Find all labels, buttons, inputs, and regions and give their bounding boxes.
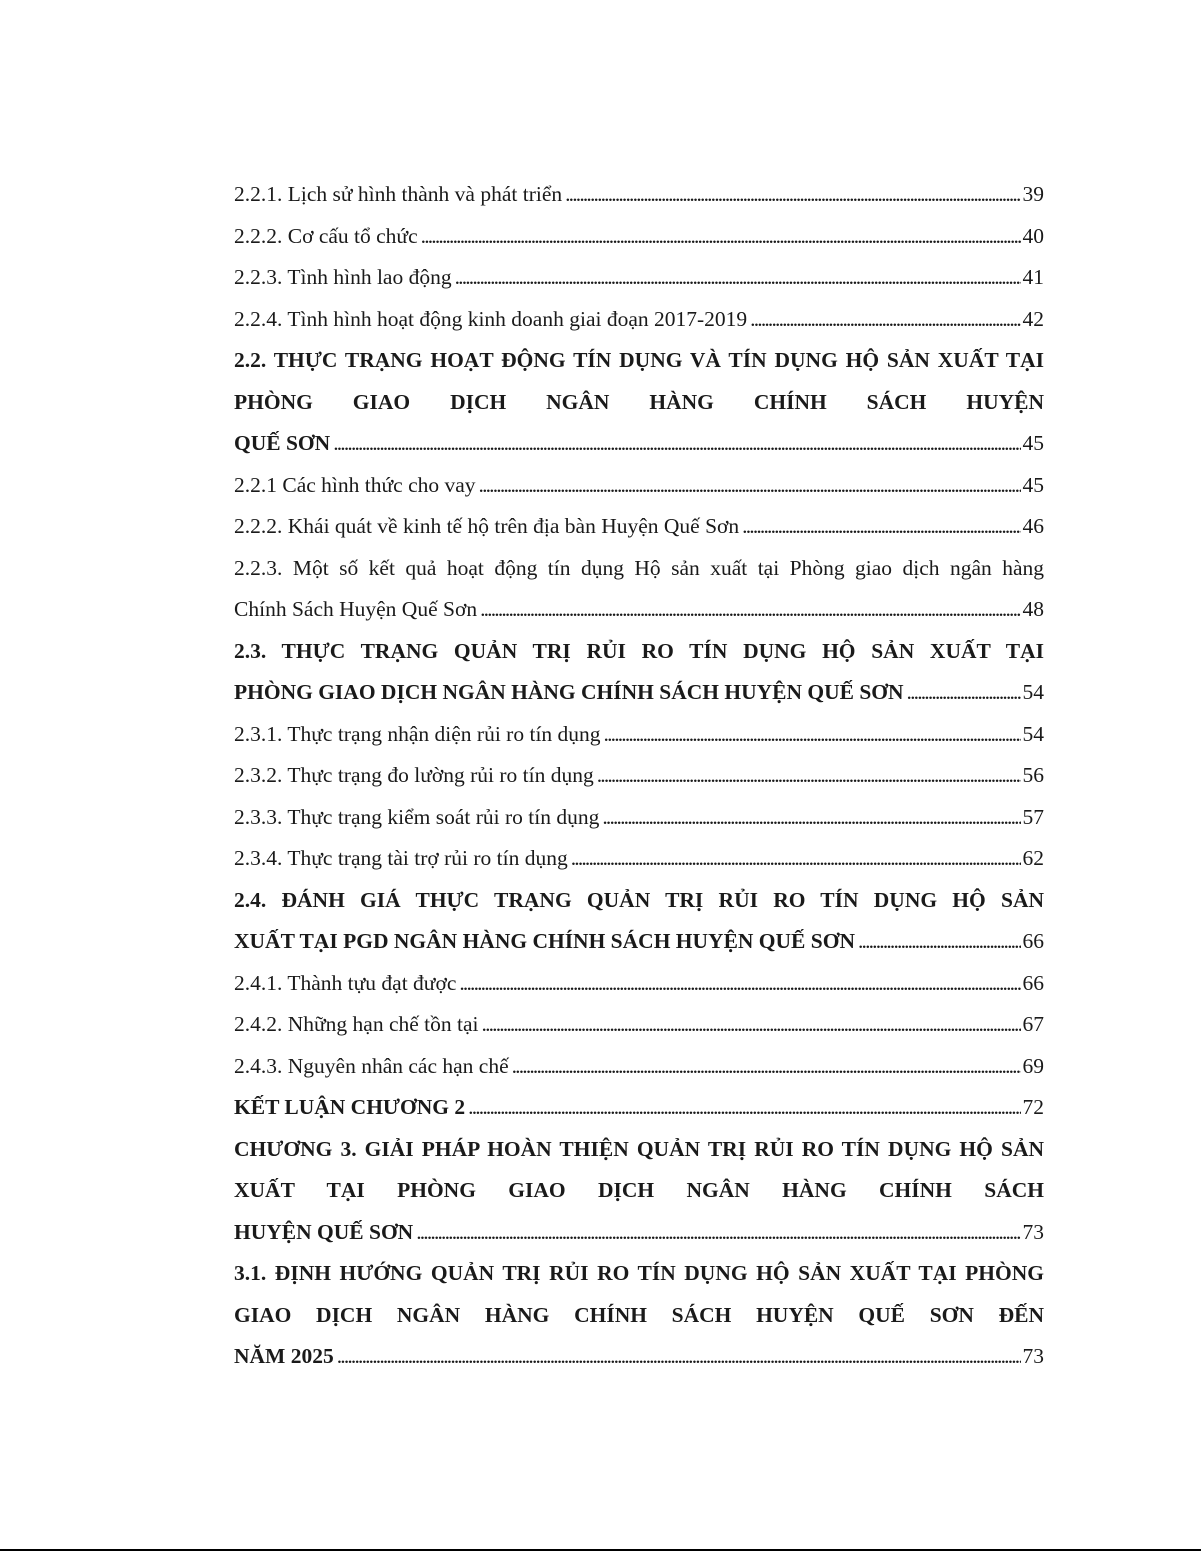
toc-entry[interactable] bbox=[234, 755, 1044, 797]
toc-entry[interactable] bbox=[234, 714, 1044, 756]
toc-entry-page-number: 54 bbox=[1022, 680, 1044, 704]
toc-entry[interactable] bbox=[234, 1046, 1044, 1088]
toc-entry-page-number: 46 bbox=[1022, 514, 1044, 538]
toc-entry-line bbox=[234, 921, 1044, 963]
toc-entry-page-number: 45 bbox=[1022, 431, 1044, 455]
toc-entry[interactable] bbox=[234, 506, 1044, 548]
toc-entry-title-lead: CHƯƠNG 3. GIẢI PHÁP HOÀN THIỆN QUẢN TRỊ RỦI RO TÍN DỤNG HỘ SẢN XUẤT TẠI PHÒNG GIAO DỊCH NGÂN HÀNG CHÍNH SÁCH bbox=[234, 1136, 1044, 1202]
toc-entry-title: PHÒNG GIAO DỊCH NGÂN HÀNG CHÍNH SÁCH HUYỆN QUẾ SƠN bbox=[234, 680, 904, 704]
dot-leader bbox=[330, 423, 1020, 465]
table-of-contents bbox=[234, 174, 1044, 1378]
toc-entry-line bbox=[234, 1336, 1044, 1378]
toc-entry-line bbox=[234, 1087, 1044, 1129]
dot-leader bbox=[479, 1004, 1021, 1046]
toc-entry-page-number: 57 bbox=[1022, 804, 1044, 829]
toc-entry-line bbox=[234, 1046, 1044, 1088]
toc-entry-title-lead: 2.2.3. Một số kết quả hoạt động tín dụng Hộ sản xuất tại Phòng giao dịch ngân hàng bbox=[234, 555, 1044, 580]
toc-entry[interactable] bbox=[234, 257, 1044, 299]
dot-leader bbox=[562, 174, 1020, 216]
dot-leader bbox=[476, 465, 1021, 507]
toc-entry[interactable] bbox=[234, 299, 1044, 341]
toc-entry[interactable] bbox=[234, 174, 1044, 216]
toc-entry-page-number: 67 bbox=[1022, 1012, 1044, 1036]
toc-entry-line bbox=[234, 299, 1044, 341]
toc-entry-title: NĂM 2025 bbox=[234, 1344, 334, 1368]
toc-entry-page-number: 73 bbox=[1022, 1344, 1044, 1368]
toc-entry-title: 2.2.1 Các hình thức cho vay bbox=[234, 472, 476, 497]
toc-entry-title-lead: 2.4. ĐÁNH GIÁ THỰC TRẠNG QUẢN TRỊ RỦI RO TÍN DỤNG HỘ SẢN bbox=[234, 887, 1044, 912]
toc-entry-line bbox=[234, 216, 1044, 258]
toc-entry-title: 2.3.2. Thực trạng đo lường rủi ro tín dụng bbox=[234, 763, 594, 787]
toc-list bbox=[234, 174, 1044, 1378]
toc-entry-title: 2.2.1. Lịch sử hình thành và phát triển bbox=[234, 182, 563, 206]
page-bottom-rule bbox=[0, 1549, 1201, 1551]
toc-entry-line bbox=[234, 797, 1044, 839]
dot-leader bbox=[855, 921, 1021, 963]
toc-entry-title: KẾT LUẬN CHƯƠNG 2 bbox=[234, 1095, 466, 1119]
toc-entry-page-number: 62 bbox=[1022, 846, 1044, 870]
dot-leader bbox=[413, 1212, 1020, 1254]
toc-entry-line bbox=[234, 672, 1044, 714]
dot-leader bbox=[456, 963, 1020, 1005]
toc-entry-title: 2.3.3. Thực trạng kiểm soát rủi ro tín dụng bbox=[234, 804, 600, 829]
toc-entry[interactable] bbox=[234, 797, 1044, 839]
toc-entry-line bbox=[234, 506, 1044, 548]
toc-entry[interactable] bbox=[234, 1129, 1044, 1254]
dot-leader bbox=[568, 838, 1021, 880]
toc-entry-title: 2.4.2. Những hạn chế tồn tại bbox=[234, 1012, 479, 1036]
toc-entry[interactable] bbox=[234, 1004, 1044, 1046]
toc-entry-title: 2.2.2. Khái quát về kinh tế hộ trên địa bàn Huyện Quế Sơn bbox=[234, 514, 740, 538]
toc-entry[interactable] bbox=[234, 631, 1044, 714]
toc-entry-title-lead: 3.1. ĐỊNH HƯỚNG QUẢN TRỊ RỦI RO TÍN DỤNG HỘ SẢN XUẤT TẠI PHÒNG GIAO DỊCH NGÂN HÀNG CHÍNH SÁCH HUYỆN QUẾ SƠN ĐẾN bbox=[234, 1261, 1044, 1327]
toc-entry-page-number: 40 bbox=[1022, 223, 1044, 248]
toc-entry-line bbox=[234, 174, 1044, 216]
dot-leader bbox=[465, 1087, 1020, 1129]
toc-entry-title: Chính Sách Huyện Quế Sơn bbox=[234, 597, 478, 621]
dot-leader bbox=[418, 216, 1021, 258]
dot-leader bbox=[477, 589, 1020, 631]
dot-leader bbox=[904, 672, 1021, 714]
toc-entry-line bbox=[234, 589, 1044, 631]
dot-leader bbox=[334, 1336, 1021, 1378]
toc-entry[interactable] bbox=[234, 963, 1044, 1005]
toc-entry[interactable] bbox=[234, 1253, 1044, 1378]
toc-entry-page-number: 66 bbox=[1022, 929, 1044, 953]
dot-leader bbox=[601, 714, 1021, 756]
toc-entry[interactable] bbox=[234, 548, 1044, 631]
toc-entry-title: 2.3.4. Thực trạng tài trợ rủi ro tín dụng bbox=[234, 846, 568, 870]
toc-entry-title-lead: 2.2. THỰC TRẠNG HOẠT ĐỘNG TÍN DỤNG VÀ TÍN DỤNG HỘ SẢN XUẤT TẠI PHÒNG GIAO DỊCH NGÂN HÀNG CHÍNH SÁCH HUYỆN bbox=[234, 348, 1044, 414]
toc-entry-line bbox=[234, 465, 1044, 507]
toc-entry-page-number: 48 bbox=[1022, 597, 1044, 621]
toc-entry-page-number: 69 bbox=[1022, 1053, 1044, 1078]
toc-entry-page-number: 54 bbox=[1022, 721, 1044, 746]
toc-entry-title: 2.3.1. Thực trạng nhận diện rủi ro tín dụng bbox=[234, 721, 601, 746]
toc-entry-page-number: 72 bbox=[1022, 1095, 1044, 1119]
toc-entry-page-number: 41 bbox=[1022, 265, 1044, 289]
toc-entry-line bbox=[234, 257, 1044, 299]
toc-entry-title: HUYỆN QUẾ SƠN bbox=[234, 1219, 414, 1244]
dot-leader bbox=[594, 755, 1021, 797]
toc-entry[interactable] bbox=[234, 880, 1044, 963]
dot-leader bbox=[747, 299, 1020, 341]
toc-entry-title-lead: 2.3. THỰC TRẠNG QUẢN TRỊ RỦI RO TÍN DỤNG HỘ SẢN XUẤT TẠI bbox=[234, 638, 1044, 663]
toc-entry[interactable] bbox=[234, 1087, 1044, 1129]
dot-leader bbox=[599, 797, 1020, 839]
toc-entry-page-number: 73 bbox=[1022, 1219, 1044, 1244]
toc-entry-title: 2.2.3. Tình hình lao động bbox=[234, 265, 452, 289]
toc-entry-page-number: 39 bbox=[1022, 182, 1044, 206]
toc-entry-page-number: 66 bbox=[1022, 970, 1044, 995]
toc-entry-line bbox=[234, 755, 1044, 797]
dot-leader bbox=[739, 506, 1020, 548]
toc-entry[interactable] bbox=[234, 838, 1044, 880]
toc-entry-title: 2.4.3. Nguyên nhân các hạn chế bbox=[234, 1053, 509, 1078]
toc-entry[interactable] bbox=[234, 340, 1044, 465]
toc-entry-page-number: 42 bbox=[1022, 306, 1044, 331]
dot-leader bbox=[452, 257, 1021, 299]
toc-entry-title: XUẤT TẠI PGD NGÂN HÀNG CHÍNH SÁCH HUYỆN QUẾ SƠN bbox=[234, 929, 855, 953]
toc-entry[interactable] bbox=[234, 465, 1044, 507]
toc-entry-line bbox=[234, 963, 1044, 1005]
toc-entry-title: QUẾ SƠN bbox=[234, 431, 331, 455]
dot-leader bbox=[509, 1046, 1021, 1088]
toc-entry-title: 2.2.4. Tình hình hoạt động kinh doanh giai đoạn 2017-2019 bbox=[234, 306, 748, 331]
toc-entry-line bbox=[234, 1212, 1044, 1254]
toc-entry-line bbox=[234, 1004, 1044, 1046]
toc-entry-title: 2.2.2. Cơ cấu tổ chức bbox=[234, 223, 418, 248]
toc-entry-page-number: 56 bbox=[1022, 763, 1044, 787]
toc-entry[interactable] bbox=[234, 216, 1044, 258]
toc-entry-title: 2.4.1. Thành tựu đạt được bbox=[234, 970, 457, 995]
toc-entry-line bbox=[234, 714, 1044, 756]
toc-entry-line bbox=[234, 838, 1044, 880]
toc-entry-page-number: 45 bbox=[1022, 472, 1044, 497]
toc-entry-line bbox=[234, 423, 1044, 465]
